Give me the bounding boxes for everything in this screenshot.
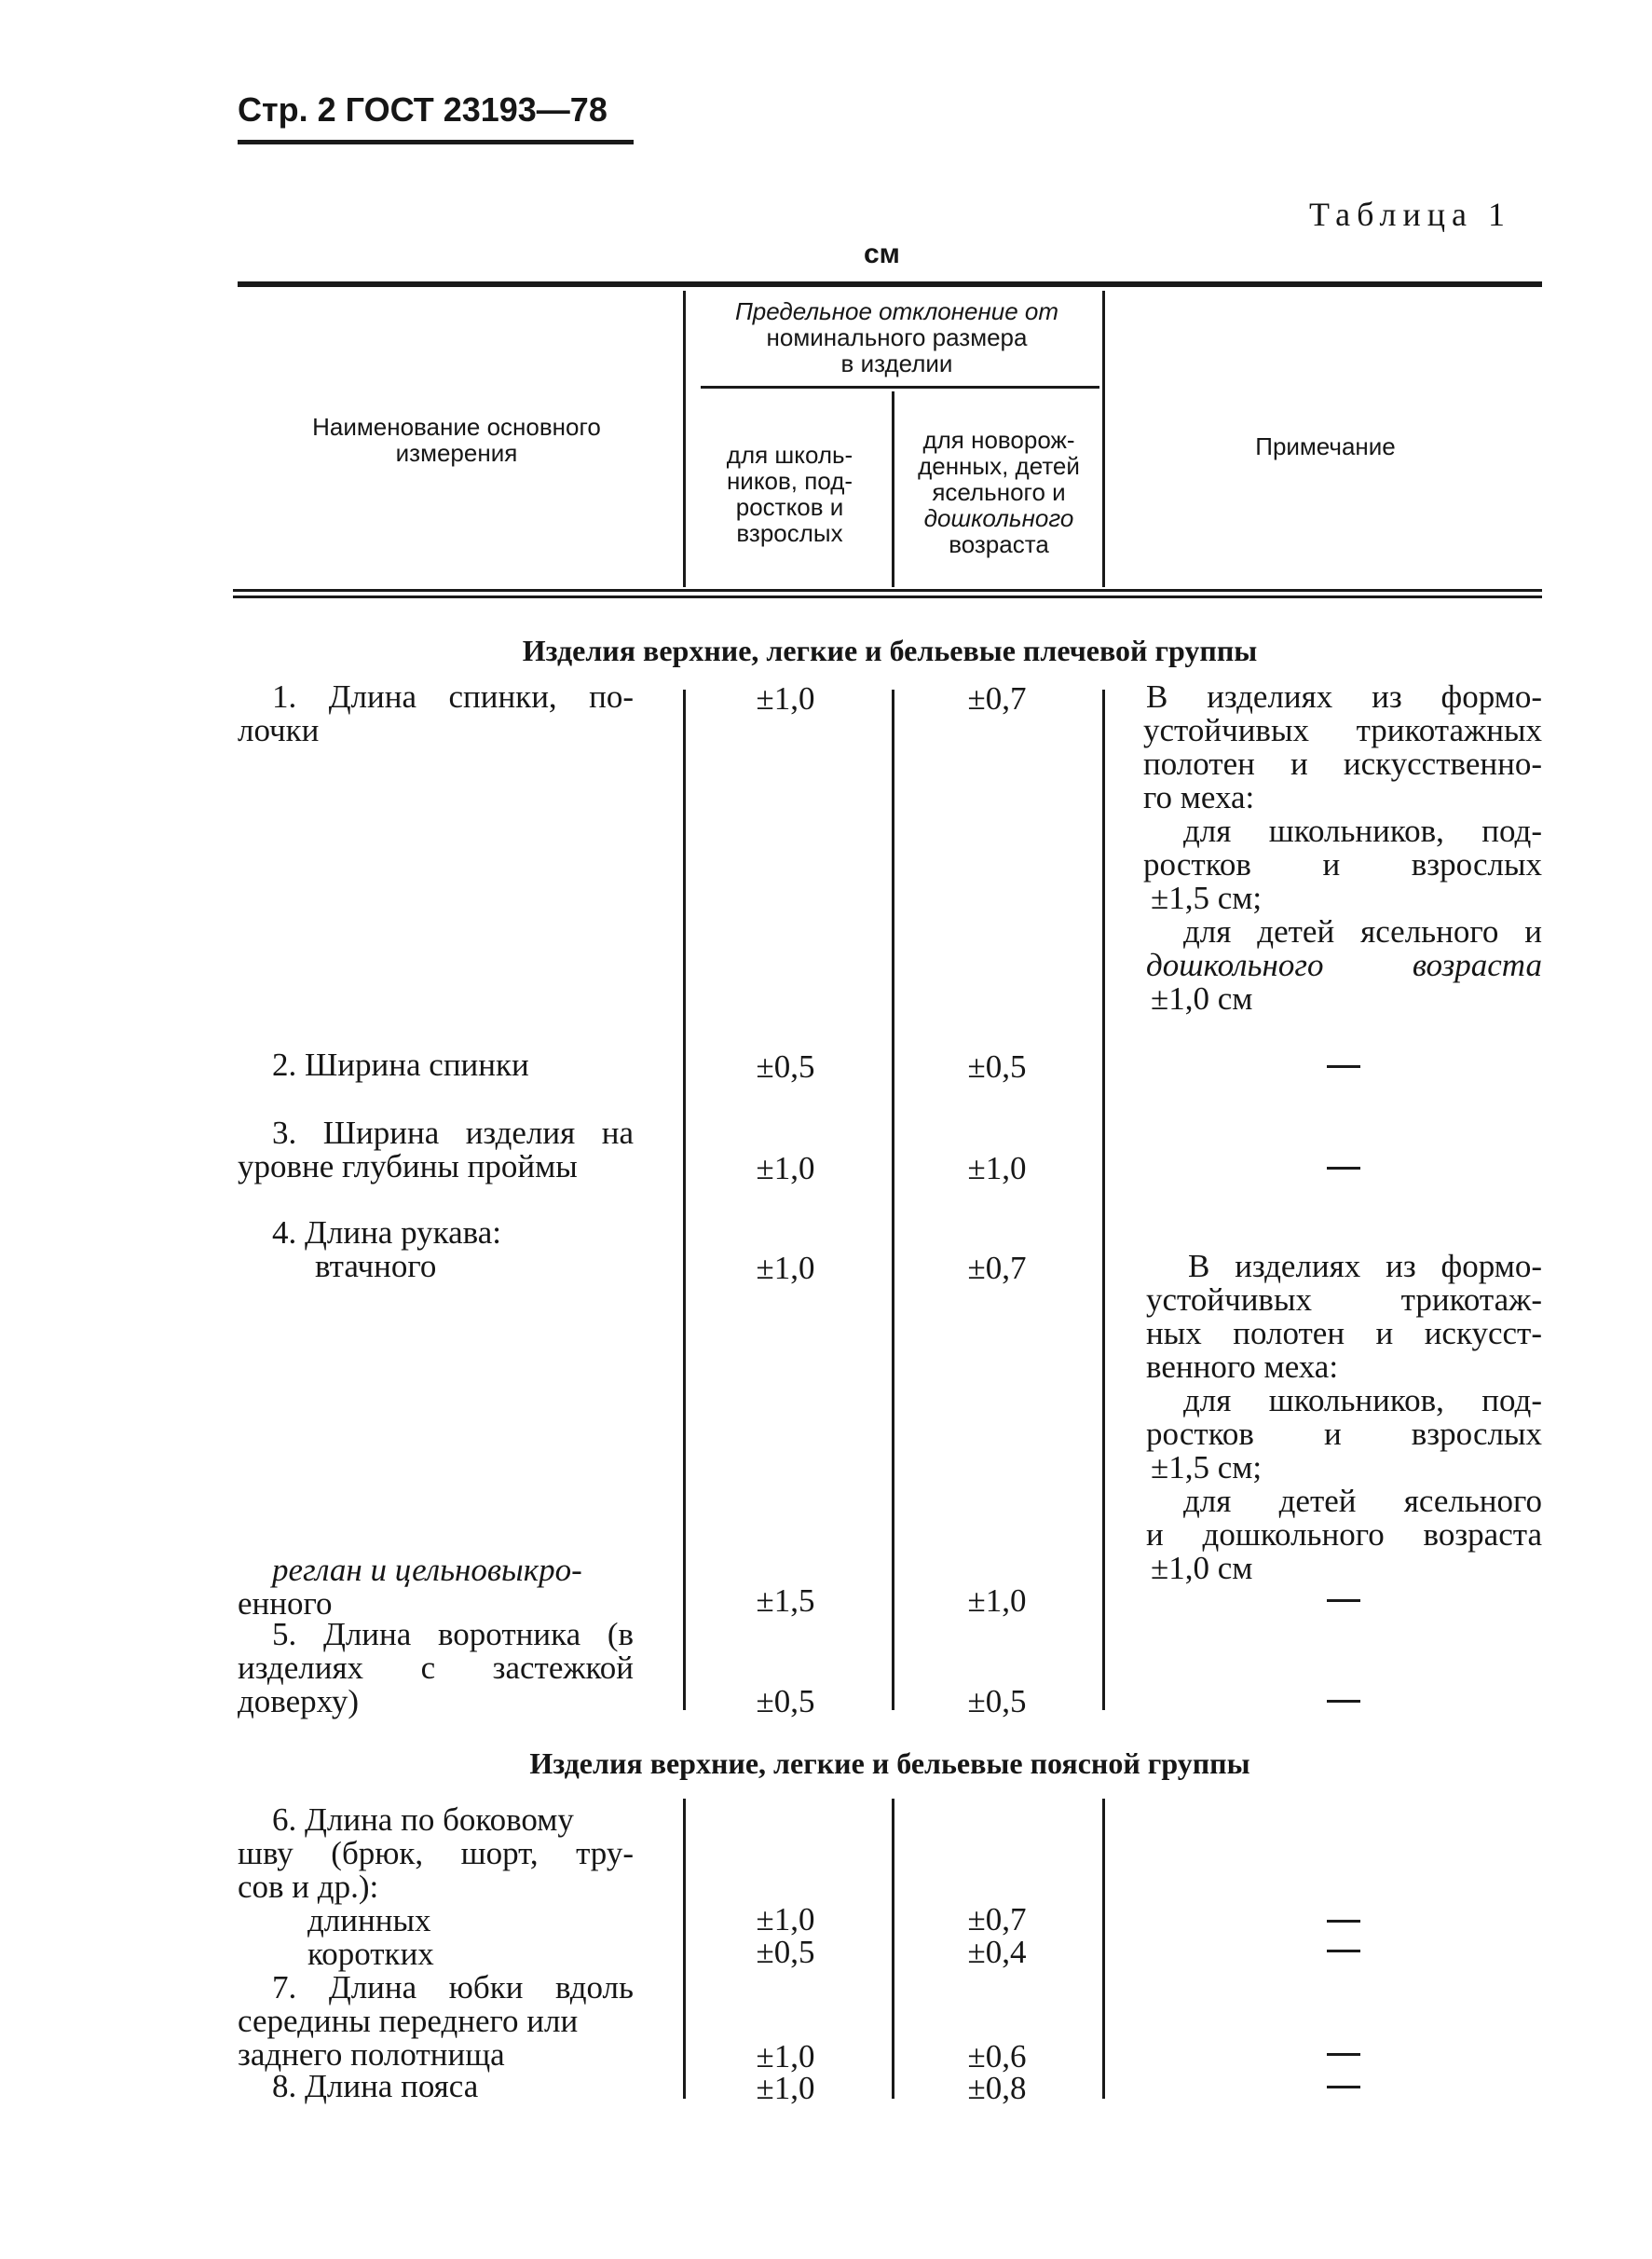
header-col-b-line: дошкольного: [923, 504, 1074, 532]
body-vline-1: [683, 690, 686, 1710]
row4b-value-b: ±1,0: [967, 1582, 1027, 1619]
row1-name-l2: лочки: [238, 712, 320, 748]
row6a-value-b: ±0,7: [967, 1901, 1027, 1937]
group-title-shoulder: Изделия верхние, легкие и бельевые плечевой группы: [522, 634, 1258, 667]
table-top-rule: [238, 281, 1542, 287]
body2-vline-3: [1102, 1799, 1105, 2099]
header-col-a-line: ников, под-: [726, 467, 853, 495]
note-line: ±1,0 см: [1151, 1550, 1253, 1586]
header-underline: [238, 140, 634, 144]
note-line: ±1,5 см;: [1151, 1449, 1263, 1485]
note-line: го меха:: [1143, 779, 1255, 815]
header-col-a-line: для школь-: [726, 441, 853, 469]
row4-note: [1146, 1250, 1542, 1585]
row3-note-dash: [1327, 1167, 1360, 1170]
row6a-value-a: ±1,0: [756, 1901, 815, 1937]
header-deviation-line: Предельное отклонение от: [734, 297, 1059, 325]
row5-name-l1: 5. Длина воротника (в: [272, 1616, 634, 1652]
note-line: дошкольного возраста: [1146, 947, 1542, 983]
row6-name-l1: 6. Длина по боковому: [272, 1801, 574, 1838]
row5-name-l3: доверху): [238, 1683, 359, 1719]
row7-name-l2: середины переднего или: [238, 2003, 579, 2039]
header-vline-2: [892, 391, 894, 587]
note-line: и дошкольного возраста: [1146, 1516, 1542, 1553]
note-line: В изделиях из формо-: [1188, 1248, 1542, 1284]
header-note: Примечание: [1255, 432, 1396, 460]
row6b-name: коротких: [307, 1936, 434, 1972]
row6-name-l2: шву (брюк, шорт, тру-: [238, 1835, 634, 1871]
row7-value-b: ±0,6: [967, 2038, 1027, 2074]
note-line: для детей ясельного: [1183, 1483, 1542, 1519]
note-line: для школьников, под-: [1183, 1382, 1542, 1418]
header-col-b-line: для новорож-: [922, 426, 1075, 454]
header-name: [238, 414, 676, 466]
header-col-b-line: ясельного и: [932, 478, 1066, 506]
row7-name-l3: заднего полотнища: [238, 2036, 505, 2073]
note-line: для школьников, под-: [1183, 813, 1542, 849]
row4b-note-dash: [1327, 1599, 1360, 1602]
body2-vline-1: [683, 1799, 686, 2099]
header-bottom-rule-1: [233, 589, 1542, 592]
header-name-line: измерения: [395, 439, 518, 467]
row5-name-l2: изделиях с застежкой: [238, 1650, 634, 1686]
header-vline-3: [1102, 291, 1105, 587]
note-line: устойчивых трикотажных: [1143, 712, 1542, 748]
row2-note-dash: [1327, 1065, 1360, 1068]
row3-name-l2: уровне глубины проймы: [238, 1148, 578, 1184]
header-deviation-line: в изделии: [840, 349, 953, 377]
row4b-name-l1: реглан и цельновыкро-: [272, 1552, 582, 1588]
row6a-name: длинных: [307, 1902, 431, 1938]
body-vline-3: [1102, 690, 1105, 1710]
row2-value-b: ±0,5: [967, 1048, 1027, 1085]
row2-name: 2. Ширина спинки: [272, 1047, 529, 1083]
row7-name-l1: 7. Длина юбки вдоль: [272, 1969, 634, 2006]
row1-value-b: ±0,7: [967, 680, 1027, 717]
row2-value-a: ±0,5: [756, 1048, 815, 1085]
row6b-value-a: ±0,5: [756, 1934, 815, 1970]
row1-name-l1: 1. Длина спинки, по-: [272, 678, 634, 715]
note-line: ±1,0 см: [1151, 980, 1253, 1017]
body2-vline-2: [892, 1799, 894, 2099]
row3-value-b: ±1,0: [967, 1150, 1027, 1186]
header-col-b: [896, 427, 1101, 557]
row8-value-b: ±0,8: [967, 2070, 1027, 2106]
row8-name: 8. Длина пояса: [272, 2068, 479, 2104]
row4-name-l2: втачного: [315, 1248, 437, 1284]
group-title-waist: Изделия верхние, легкие и бельевые поясной группы: [529, 1746, 1250, 1780]
header-deviation: [694, 298, 1099, 376]
row5-value-a: ±0,5: [756, 1683, 815, 1719]
header-bottom-rule-2: [233, 596, 1542, 598]
header-col-b-line: возраста: [949, 530, 1049, 558]
row6a-note-dash: [1327, 1920, 1360, 1923]
row4-value-a: ±1,0: [756, 1250, 815, 1286]
header-col-a: [689, 442, 890, 546]
row4b-name-l2: енного: [238, 1585, 333, 1622]
row5-value-b: ±0,5: [967, 1683, 1027, 1719]
header-col-a-line: ростков и: [735, 493, 844, 521]
header-col-a-line: взрослых: [736, 519, 843, 547]
row1-value-a: ±1,0: [756, 680, 815, 717]
header-subrule: [701, 386, 1099, 389]
note-line: устойчивых трикотаж-: [1146, 1281, 1542, 1318]
header-deviation-line: номинального размера: [766, 323, 1028, 351]
table-title: Таблица 1: [1309, 196, 1511, 233]
header-col-b-line: денных, детей: [918, 452, 1080, 480]
row1-note: [1143, 678, 1542, 1017]
note-line: венного меха:: [1146, 1349, 1339, 1385]
header-name-line: Наименование основного: [312, 413, 601, 441]
note-line: для детей ясельного и: [1183, 913, 1542, 950]
row6b-note-dash: [1327, 1950, 1360, 1952]
page-header: [238, 90, 608, 129]
note-line: ростков и взрослых: [1143, 846, 1542, 883]
note-line: полотен и искусственно-: [1143, 746, 1542, 782]
note-line: ростков и взрослых: [1146, 1416, 1542, 1452]
row8-note-dash: [1327, 2086, 1360, 2088]
row7-value-a: ±1,0: [756, 2038, 815, 2074]
note-line: ±1,5 см;: [1151, 880, 1263, 916]
note-line: В изделиях из формо-: [1146, 678, 1542, 715]
row4-name-l1: 4. Длина рукава:: [272, 1214, 501, 1251]
row3-name-l1: 3. Ширина изделия на: [272, 1115, 634, 1151]
row4-value-b: ±0,7: [967, 1250, 1027, 1286]
standard-number: ГОСТ 23193—78: [345, 90, 608, 129]
note-line: ных полотен и искусст-: [1146, 1315, 1542, 1351]
page-label: Стр. 2: [238, 90, 336, 129]
row6b-value-b: ±0,4: [967, 1934, 1027, 1970]
row3-value-a: ±1,0: [756, 1150, 815, 1186]
row8-value-a: ±1,0: [756, 2070, 815, 2106]
row5-note-dash: [1327, 1700, 1360, 1703]
row6-name-l3: сов и др.):: [238, 1869, 379, 1905]
unit-label: см: [864, 239, 900, 269]
row7-note-dash: [1327, 2053, 1360, 2056]
header-vline-1: [683, 291, 686, 587]
row4b-value-a: ±1,5: [756, 1582, 815, 1619]
body-vline-2: [892, 690, 894, 1710]
